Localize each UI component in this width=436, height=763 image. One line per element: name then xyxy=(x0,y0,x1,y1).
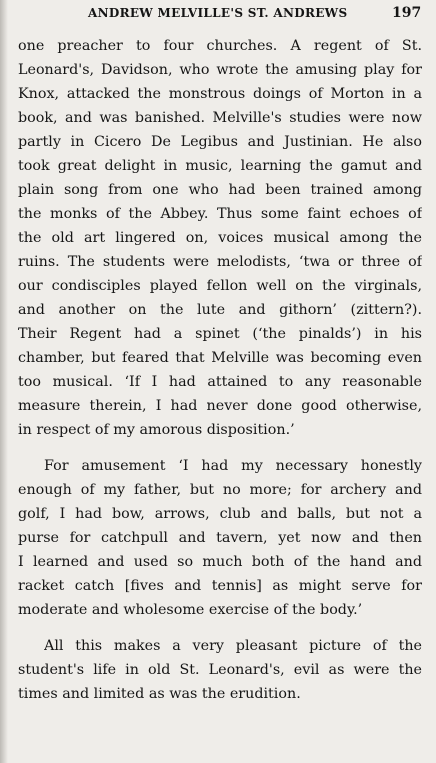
page-number: 197 xyxy=(392,5,422,21)
text-line-26: student's life in old St. Leonard's, evil as were the xyxy=(18,662,422,678)
text-line-3: Knox, attacked the monstrous doings of Morton in a xyxy=(18,86,422,102)
text-line-11: our condisciples played fellon well on the virginals, xyxy=(18,278,422,294)
text-line-19: enough of my father, but no more; for archery and xyxy=(18,482,422,498)
text-line-13: Their Regent had a spinet (‘the pinalds’) in his xyxy=(18,326,422,342)
text-line-16: measure therein, I had never done good otherwise, xyxy=(18,398,422,414)
running-head: ANDREW MELVILLE'S ST. ANDREWS xyxy=(88,6,348,20)
text-line-14: chamber, but feared that Melville was becoming even xyxy=(18,350,422,366)
text-line-15: too musical. ‘If I had attained to any reasonable xyxy=(18,374,422,390)
text-line-4: book, and was banished. Melville's studies were now xyxy=(18,110,422,126)
text-line-2: Leonard's, Davidson, who wrote the amusing play for xyxy=(18,62,422,78)
text-line-23: racket catch [fives and tennis] as might serve for xyxy=(18,578,422,594)
text-line-21: purse for catchpull and tavern, yet now and then xyxy=(18,530,422,546)
text-line-17: in respect of my amorous disposition.’ xyxy=(18,422,295,438)
text-line-27: times and limited as was the erudition. xyxy=(18,686,301,702)
page-header xyxy=(0,6,436,26)
text-line-24: moderate and wholesome exercise of the body.’ xyxy=(18,602,363,618)
text-line-1: one preacher to four churches. A regent of St. xyxy=(18,38,422,54)
text-line-12: and another on the lute and githorn’ (zittern?). xyxy=(18,302,422,318)
text-line-5: partly in Cicero De Legibus and Justinian. He also xyxy=(18,134,422,150)
text-line-18: For amusement ‘I had my necessary honestly xyxy=(44,458,422,474)
text-line-10: ruins. The students were melodists, ‘twa or three of xyxy=(18,254,422,270)
text-line-22: I learned and used so much both of the hand and xyxy=(18,554,422,570)
text-line-20: golf, I had bow, arrows, club and balls, but not a xyxy=(18,506,422,522)
text-line-7: plain song from one who had been trained among xyxy=(18,182,422,198)
text-line-25: All this makes a very pleasant picture of the xyxy=(44,638,422,654)
page-gutter-shadow xyxy=(0,0,8,763)
text-line-6: took great delight in music, learning the gamut and xyxy=(18,158,422,174)
text-line-9: the old art lingered on, voices musical among the xyxy=(18,230,422,246)
text-line-8: the monks of the Abbey. Thus some faint echoes of xyxy=(18,206,422,222)
